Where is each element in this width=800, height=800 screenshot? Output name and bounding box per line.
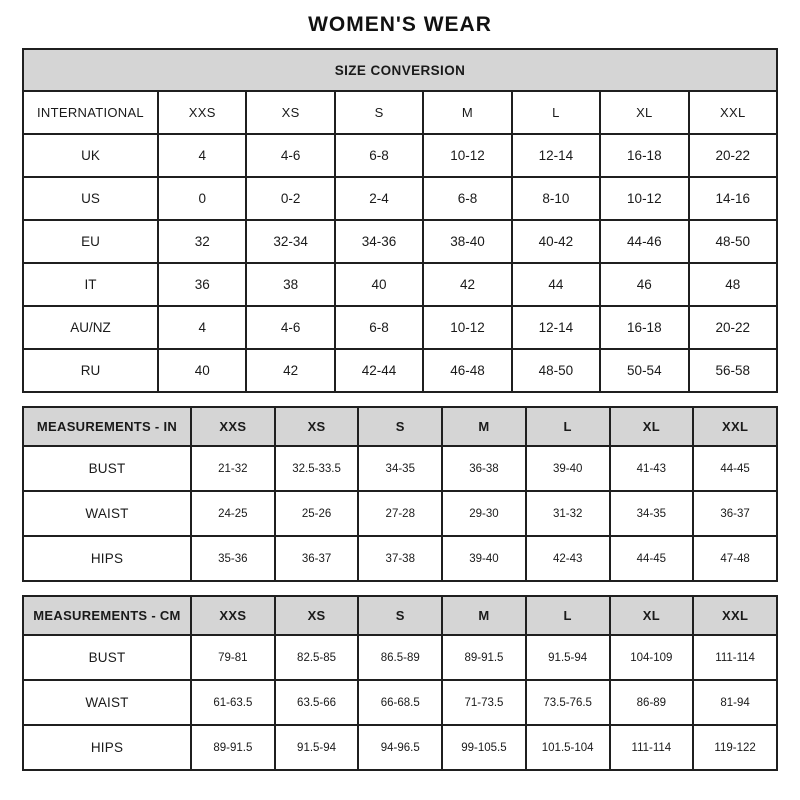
size-header-xxl: XXL (693, 596, 777, 635)
cell: 4-6 (246, 134, 334, 177)
cell: 20-22 (689, 306, 777, 349)
cell: 111-114 (610, 725, 694, 770)
cell: 38 (246, 263, 334, 306)
measurements-in-header: MEASUREMENTS - IN (23, 407, 191, 446)
measurements-in-table (22, 406, 778, 582)
cell: 82.5-85 (275, 635, 359, 680)
cell: 119-122 (693, 725, 777, 770)
table-row-hips-in (23, 536, 777, 581)
size-header-xxs: XXS (191, 596, 275, 635)
table-row-hips-cm (23, 725, 777, 770)
cell: 31-32 (526, 491, 610, 536)
cell: 6-8 (423, 177, 511, 220)
cell: 8-10 (512, 177, 600, 220)
cell: 48-50 (689, 220, 777, 263)
column-header-l: L (512, 91, 600, 134)
cell: 10-12 (600, 177, 688, 220)
cell: 36-37 (275, 536, 359, 581)
column-header-international: INTERNATIONAL (23, 91, 158, 134)
cell: 91.5-94 (526, 635, 610, 680)
cell: 32-34 (246, 220, 334, 263)
table-row-it (23, 263, 777, 306)
table-row-eu (23, 220, 777, 263)
cell: 46 (600, 263, 688, 306)
table-row-bust-in (23, 446, 777, 491)
cell: 104-109 (610, 635, 694, 680)
cell: 4 (158, 306, 246, 349)
size-header-xl: XL (610, 407, 694, 446)
row-label: UK (23, 134, 158, 177)
row-label: HIPS (23, 725, 191, 770)
cell: 34-35 (610, 491, 694, 536)
table-row (23, 91, 777, 134)
table-row (23, 407, 777, 446)
table-row-waist-cm (23, 680, 777, 725)
row-label: RU (23, 349, 158, 392)
cell: 73.5-76.5 (526, 680, 610, 725)
cell: 42 (246, 349, 334, 392)
size-header-xxs: XXS (191, 407, 275, 446)
cell: 44 (512, 263, 600, 306)
row-label: WAIST (23, 680, 191, 725)
cell: 38-40 (423, 220, 511, 263)
cell: 111-114 (693, 635, 777, 680)
size-header-xs: XS (275, 407, 359, 446)
cell: 32.5-33.5 (275, 446, 359, 491)
table-row-ru (23, 349, 777, 392)
cell: 29-30 (442, 491, 526, 536)
size-header-m: M (442, 596, 526, 635)
size-header-s: S (358, 407, 442, 446)
cell: 39-40 (526, 446, 610, 491)
cell: 42-44 (335, 349, 423, 392)
cell: 25-26 (275, 491, 359, 536)
row-label: AU/NZ (23, 306, 158, 349)
size-header-xl: XL (610, 596, 694, 635)
page-title: WOMEN'S WEAR (308, 13, 492, 36)
cell: 91.5-94 (275, 725, 359, 770)
row-label: HIPS (23, 536, 191, 581)
cell: 81-94 (693, 680, 777, 725)
cell: 0-2 (246, 177, 334, 220)
cell: 20-22 (689, 134, 777, 177)
measurements-cm-header: MEASUREMENTS - CM (23, 596, 191, 635)
cell: 46-48 (423, 349, 511, 392)
row-label: WAIST (23, 491, 191, 536)
table-row-bust-cm (23, 635, 777, 680)
table-row (23, 596, 777, 635)
cell: 36 (158, 263, 246, 306)
cell: 21-32 (191, 446, 275, 491)
cell: 99-105.5 (442, 725, 526, 770)
cell: 35-36 (191, 536, 275, 581)
row-label: BUST (23, 635, 191, 680)
size-header-l: L (526, 596, 610, 635)
table-row-waist-in (23, 491, 777, 536)
size-conversion-header: SIZE CONVERSION (23, 49, 777, 91)
cell: 66-68.5 (358, 680, 442, 725)
cell: 86.5-89 (358, 635, 442, 680)
cell: 40 (158, 349, 246, 392)
cell: 42 (423, 263, 511, 306)
cell: 36-37 (693, 491, 777, 536)
cell: 61-63.5 (191, 680, 275, 725)
cell: 56-58 (689, 349, 777, 392)
cell: 12-14 (512, 134, 600, 177)
table-row-aunz (23, 306, 777, 349)
column-header-xxs: XXS (158, 91, 246, 134)
row-label: IT (23, 263, 158, 306)
cell: 37-38 (358, 536, 442, 581)
size-header-m: M (442, 407, 526, 446)
cell: 42-43 (526, 536, 610, 581)
table-row-us (23, 177, 777, 220)
cell: 40 (335, 263, 423, 306)
cell: 34-35 (358, 446, 442, 491)
measurements-cm-table (22, 595, 778, 771)
cell: 16-18 (600, 306, 688, 349)
size-conversion-table (22, 48, 778, 393)
column-header-xs: XS (246, 91, 334, 134)
cell: 71-73.5 (442, 680, 526, 725)
cell: 40-42 (512, 220, 600, 263)
cell: 47-48 (693, 536, 777, 581)
column-header-m: M (423, 91, 511, 134)
cell: 2-4 (335, 177, 423, 220)
cell: 4 (158, 134, 246, 177)
cell: 10-12 (423, 134, 511, 177)
cell: 89-91.5 (442, 635, 526, 680)
row-label: EU (23, 220, 158, 263)
cell: 41-43 (610, 446, 694, 491)
cell: 50-54 (600, 349, 688, 392)
cell: 94-96.5 (358, 725, 442, 770)
table-row-uk (23, 134, 777, 177)
cell: 32 (158, 220, 246, 263)
cell: 0 (158, 177, 246, 220)
cell: 48-50 (512, 349, 600, 392)
cell: 44-46 (600, 220, 688, 263)
cell: 39-40 (442, 536, 526, 581)
column-header-xl: XL (600, 91, 688, 134)
cell: 16-18 (600, 134, 688, 177)
cell: 10-12 (423, 306, 511, 349)
row-label: US (23, 177, 158, 220)
cell: 44-45 (693, 446, 777, 491)
cell: 36-38 (442, 446, 526, 491)
cell: 86-89 (610, 680, 694, 725)
cell: 44-45 (610, 536, 694, 581)
cell: 34-36 (335, 220, 423, 263)
cell: 89-91.5 (191, 725, 275, 770)
cell: 27-28 (358, 491, 442, 536)
cell: 63.5-66 (275, 680, 359, 725)
size-header-s: S (358, 596, 442, 635)
row-label: BUST (23, 446, 191, 491)
size-header-xs: XS (275, 596, 359, 635)
size-header-xxl: XXL (693, 407, 777, 446)
cell: 6-8 (335, 134, 423, 177)
cell: 48 (689, 263, 777, 306)
size-header-l: L (526, 407, 610, 446)
column-header-xxl: XXL (689, 91, 777, 134)
cell: 101.5-104 (526, 725, 610, 770)
column-header-s: S (335, 91, 423, 134)
cell: 4-6 (246, 306, 334, 349)
cell: 6-8 (335, 306, 423, 349)
cell: 12-14 (512, 306, 600, 349)
cell: 79-81 (191, 635, 275, 680)
cell: 24-25 (191, 491, 275, 536)
table-row (23, 49, 777, 91)
cell: 14-16 (689, 177, 777, 220)
